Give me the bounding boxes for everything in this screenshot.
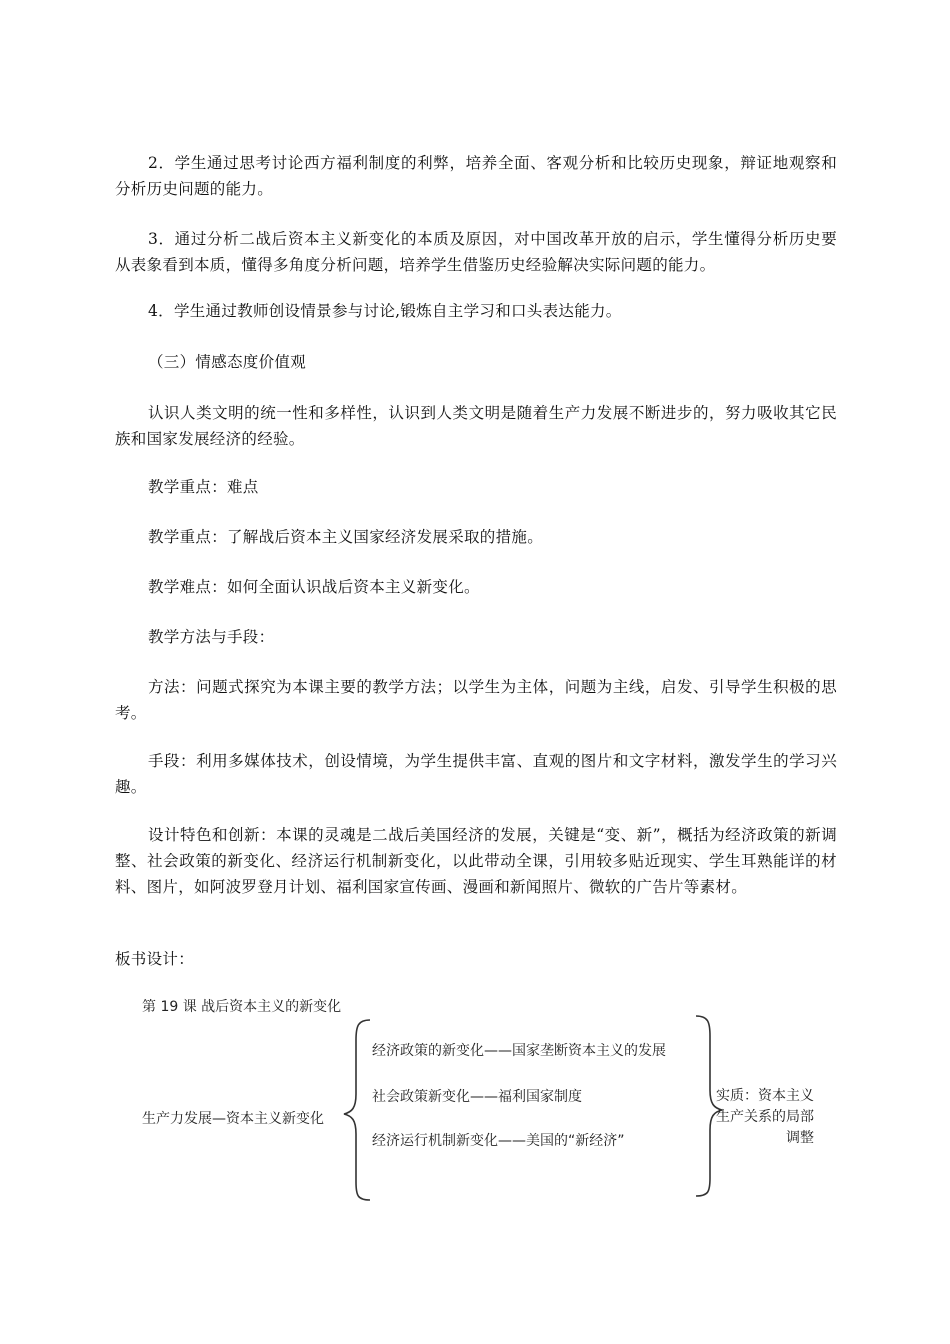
board-diagram <box>138 990 838 1205</box>
difficult-point: 教学难点：如何全面认识战后资本主义新变化。 <box>148 578 480 596</box>
essence-note: 实质：资本主义生产关系的局部调整 <box>716 1088 814 1146</box>
method-paragraph: 方法：问题式探究为本课主要的教学方法；以学生为主体，问题为主线，启发、引导学生积极的思考。 <box>115 678 837 722</box>
key-point: 教学重点：了解战后资本主义国家经济发展采取的措施。 <box>148 528 544 546</box>
objective-3: 3．通过分析二战后资本主义新变化的本质及原因，对中国改革开放的启示，学生懂得分析历史要从表象看到本质，懂得多角度分析问题，培养学生借鉴历史经验解决实际问题的能力。 <box>115 230 837 274</box>
branch-economic-mechanism: 经济运行机制新变化——美国的“新经济” <box>372 1133 625 1149</box>
left-brace <box>344 1020 370 1200</box>
productivity-label: 生产力发展—资本主义新变化 <box>142 1111 324 1127</box>
branch-social-policy: 社会政策新变化——福利国家制度 <box>372 1089 582 1105</box>
objective-2: 2．学生通过思考讨论西方福利制度的利弊，培养全面、客观分析和比较历史现象，辩证地观察和分析历史问题的能力。 <box>115 154 837 198</box>
lesson-title: 第 19 课 战后资本主义的新变化 <box>142 999 342 1015</box>
key-difficult-heading: 教学重点：难点 <box>148 478 259 496</box>
features-paragraph: 设计特色和创新：本课的灵魂是二战后美国经济的发展，关键是“变、新”，概括为经济政策的新调整、社会政策的新变化、经济运行机制新变化，以此带动全课，引用较多贴近现实、学生耳熟能详的材料、图片，如阿波罗登月计划、福利国家宣传画、漫画和新闻照片、微软的广告片等素材。 <box>115 826 837 896</box>
board-design-heading: 板书设计： <box>115 950 195 968</box>
section-heading-attitude: （三）情感态度价值观 <box>148 353 307 371</box>
means-paragraph: 手段：利用多媒体技术，创设情境，为学生提供丰富、直观的图片和文字材料，激发学生的学习兴趣。 <box>115 752 837 796</box>
branch-economic-policy: 经济政策的新变化——国家垄断资本主义的发展 <box>372 1043 666 1059</box>
methods-heading: 教学方法与手段： <box>148 628 275 646</box>
objective-4: 4．学生通过教师创设情景参与讨论,锻炼自主学习和口头表达能力。 <box>148 302 622 320</box>
values-paragraph: 认识人类文明的统一性和多样性，认识到人类文明是随着生产力发展不断进步的，努力吸收其它民族和国家发展经济的经验。 <box>115 404 837 448</box>
